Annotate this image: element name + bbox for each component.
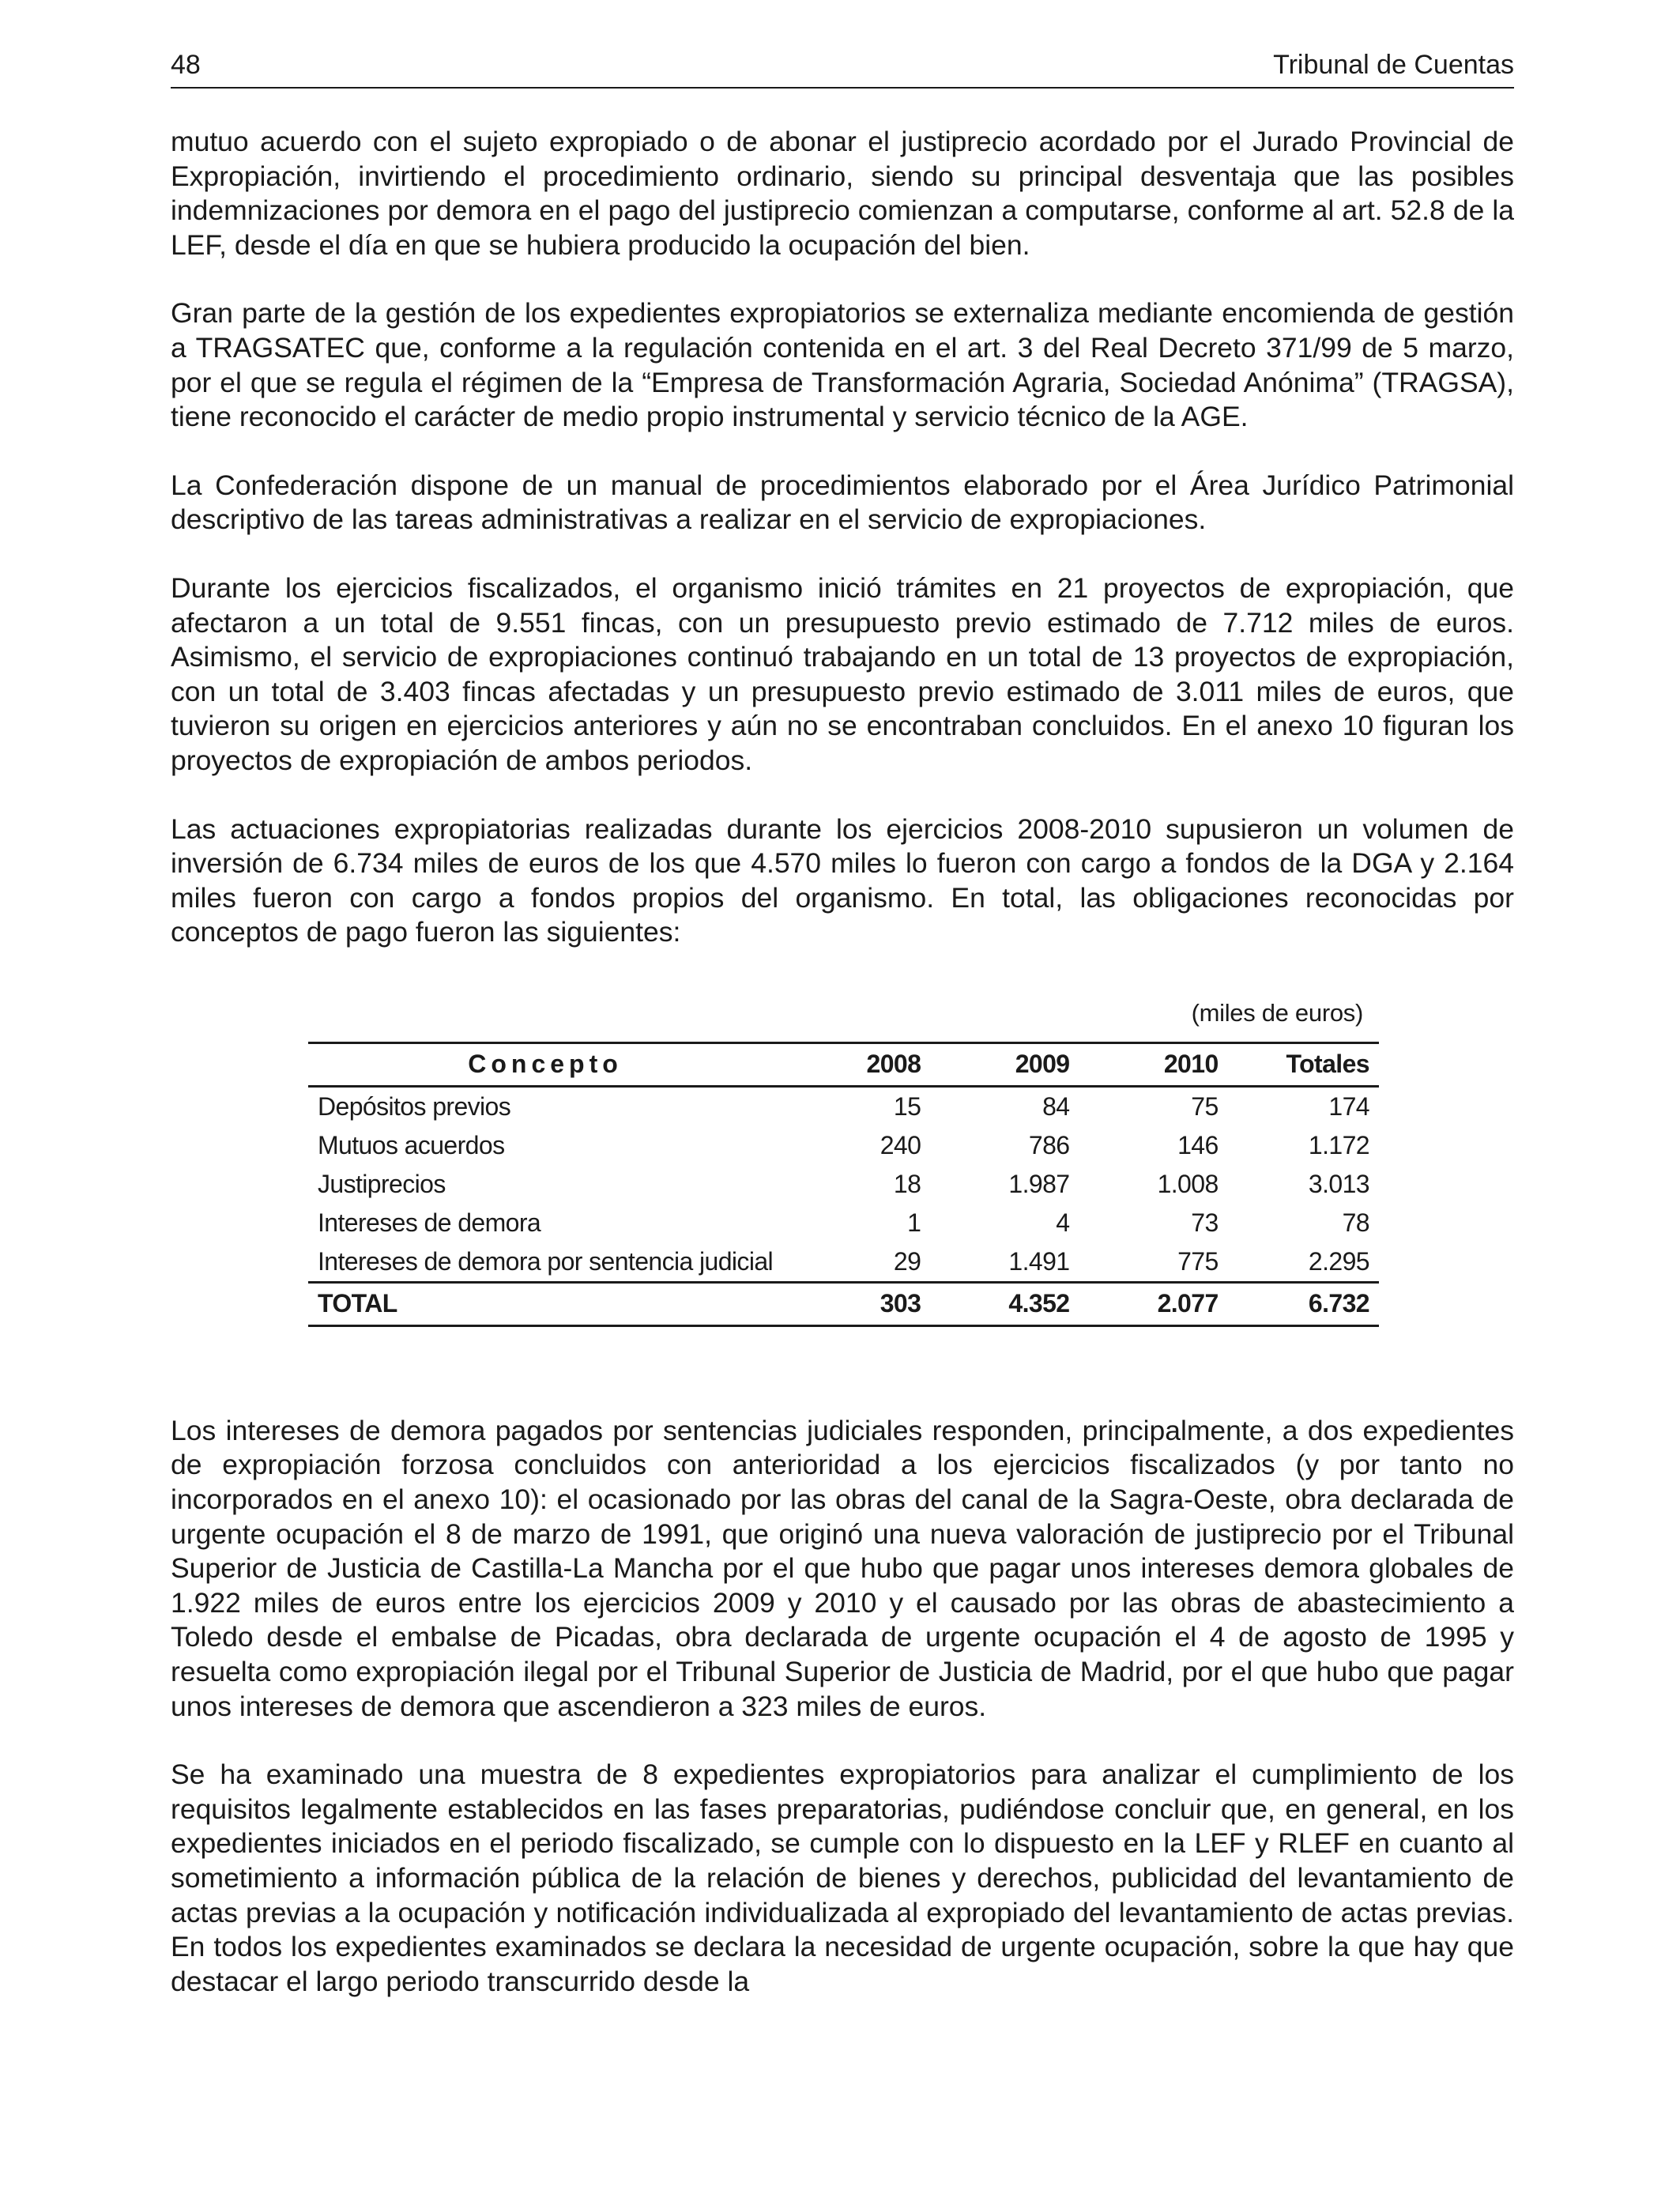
table-cell: 18 — [893, 1169, 921, 1198]
table-total-cell: 4.352 — [930, 1282, 1079, 1325]
table-header-cell: 2008 — [782, 1042, 930, 1086]
table-cell: 84 — [1042, 1091, 1070, 1121]
table-total-cell: 303 — [782, 1282, 930, 1325]
table-header-cell: 2010 — [1079, 1042, 1227, 1086]
table-cell: 146 — [1177, 1130, 1219, 1159]
table-total-cell: TOTAL — [308, 1282, 782, 1325]
table-cell: 1.172 — [1308, 1130, 1369, 1159]
table-cell: 78 — [1342, 1208, 1369, 1237]
table-total-cell: 2.077 — [1079, 1282, 1227, 1325]
page-body — [171, 125, 1514, 2033]
table-cell: 29 — [893, 1246, 921, 1276]
table-row — [308, 1126, 1379, 1165]
table-cell: 775 — [1177, 1246, 1219, 1276]
table-cell: Justiprecios — [318, 1169, 446, 1198]
table-units: (miles de euros) — [1191, 998, 1363, 1027]
table-header-cell: Totales — [1228, 1042, 1379, 1086]
table-header-row — [308, 1042, 1379, 1086]
paragraph: Las actuaciones expropiatorias realizadas durante los ejercicios 2008-2010 supusieron un volumen de inversión de 6.734 miles de euros de los que 4.570 miles lo fueron con cargo a fondos de la DGA y 2.164 miles fueron con cargo a fondos propios del organismo. En total, las obligaciones reconocidas por conceptos de pago fueron las siguientes: — [171, 812, 1514, 948]
table-row — [308, 1204, 1379, 1242]
table-cell: 3.013 — [1308, 1169, 1369, 1198]
table-cell: 15 — [893, 1091, 921, 1121]
table-cell: 240 — [880, 1130, 921, 1159]
table-cell: 1.491 — [1008, 1246, 1070, 1276]
table-header-cell: 2009 — [930, 1042, 1079, 1086]
table-row — [308, 1086, 1379, 1126]
table-total-row — [308, 1282, 1379, 1325]
paragraph: Los intereses de demora pagados por sentencias judiciales responden, principalmente, a dos expedientes de expropiación forzosa concluidos con anterioridad a los ejercicios fiscalizados (y por tanto no incorporados en el anexo 10): el ocasionado por las obras del canal de la Sagra-Oeste, obra declarada de urgente ocupación el 8 de marzo de 1991, que originó una nueva valoración de justiprecio por el Tribunal Superior de Justicia de Castilla-La Mancha por el que hubo que pagar unos intereses demora globales de 1.922 miles de euros entre los ejercicios 2009 y 2010 y el causado por las obras de abastecimiento a Toledo desde el embalse de Picadas, obra declarada de urgente ocupación el 4 de agosto de 1995 y resuelta como expropiación ilegal por el Tribunal Superior de Justicia de Madrid, por el que hubo que pagar unos intereses de demora que ascendieron a 323 miles de euros. — [171, 1414, 1514, 1722]
table-cell: Mutuos acuerdos — [318, 1130, 505, 1159]
paragraph: Gran parte de la gestión de los expedientes expropiatorios se externaliza mediante encomienda de gestión a TRAGSATEC que, conforme a la regulación contenida en el art. 3 del Real Decreto 371/99 de 5 marzo, por el que se regula el régimen de la “Empresa de Transformación Agraria, Sociedad Anónima” (TRAGSA), tiene reconocido el carácter de medio propio instrumental y servicio técnico de la AGE. — [171, 297, 1514, 433]
paragraph: La Confederación dispone de un manual de procedimientos elaborado por el Área Jurídico Patrimonial descriptivo de las tareas administrativas a realizar en el servicio de expropiaciones. — [171, 469, 1514, 536]
page-number: 48 — [171, 50, 201, 80]
table-cell: Intereses de demora — [318, 1208, 541, 1237]
table-cell: Intereses de demora por sentencia judicial — [318, 1246, 774, 1276]
payments-table — [308, 1042, 1379, 1327]
table-cell: 1.987 — [1008, 1169, 1070, 1198]
table-cell: 786 — [1028, 1130, 1070, 1159]
table-cell: 174 — [1328, 1091, 1369, 1121]
table-cell: 1 — [907, 1208, 921, 1237]
table-header-cell: Concepto — [308, 1042, 782, 1086]
table-cell: 75 — [1191, 1091, 1219, 1121]
table-cell: Depósitos previos — [318, 1091, 511, 1121]
table-cell: 4 — [1056, 1208, 1070, 1237]
table-row — [308, 1165, 1379, 1204]
page-header — [171, 47, 1514, 89]
header-organization: Tribunal de Cuentas — [1273, 50, 1514, 80]
table-cell: 73 — [1191, 1208, 1219, 1237]
table-cell: 2.295 — [1308, 1246, 1369, 1276]
table-row — [308, 1242, 1379, 1283]
paragraph: Se ha examinado una muestra de 8 expedientes expropiatorios para analizar el cumplimiento de los requisitos legalmente establecidos en las fases preparatorias, pudiéndose concluir que, en general, en los expedientes iniciados en el periodo fiscalizado, se cumple con lo dispuesto en la LEF y RLEF en cuanto al sometimiento a información pública de la relación de bienes y derechos, publicidad del levantamiento de actas previas a la ocupación y notificación individualizada al expropiado del levantamiento de actas previas. En todos los expedientes examinados se declara la necesidad de urgente ocupación, sobre la que hay que destacar el largo periodo transcurrido desde la — [171, 1759, 1514, 1997]
table-cell: 1.008 — [1157, 1169, 1219, 1198]
paragraph: mutuo acuerdo con el sujeto expropiado o de abonar el justiprecio acordado por el Jurado Provincial de Expropiación, invirtiendo el procedimiento ordinario, siendo su principal desventaja que las posibles indemnizaciones por demora en el pago del justiprecio comienzan a computarse, conforme al art. 52.8 de la LEF, desde el día en que se hubiera producido la ocupación del bien. — [171, 126, 1514, 261]
paragraph: Durante los ejercicios fiscalizados, el organismo inició trámites en 21 proyectos de expropiación, que afectaron a un total de 9.551 fincas, con un presupuesto previo estimado de 7.712 miles de euros. Asimismo, el servicio de expropiaciones continuó trabajando en un total de 13 proyectos de expropiación, con un total de 3.403 fincas afectadas y un presupuesto previo estimado de 3.011 miles de euros, que tuvieron su origen en ejercicios anteriores y aún no se encontraban concluidos. En el anexo 10 figuran los proyectos de expropiación de ambos periodos. — [171, 571, 1514, 776]
table-total-cell: 6.732 — [1228, 1282, 1379, 1325]
